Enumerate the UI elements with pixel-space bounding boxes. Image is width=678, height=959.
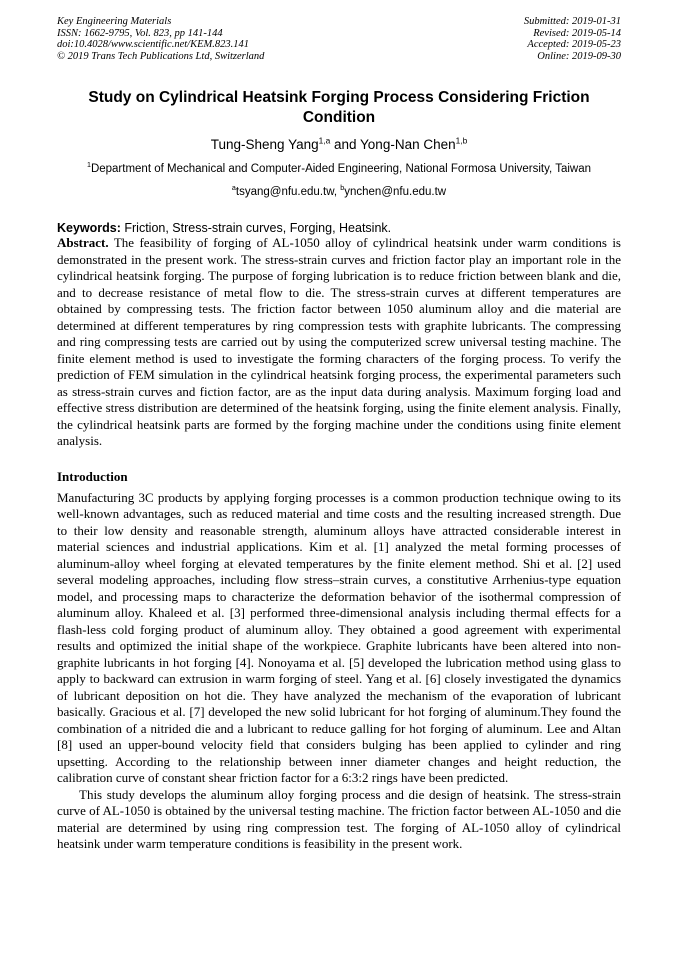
email-a: tsyang@nfu.edu.tw xyxy=(235,186,334,199)
author-2-affiliation-marker: 1,b xyxy=(455,135,468,146)
affiliation-text: Department of Mechanical and Computer-Aided Engineering, National Formosa University, Taiwan xyxy=(90,163,592,176)
submission-dates xyxy=(524,16,621,62)
journal-doi: doi:10.4028/www.scientific.net/KEM.823.141 xyxy=(57,39,249,50)
keywords-label: Keywords: xyxy=(57,221,121,236)
affiliation-line xyxy=(57,163,621,175)
journal-header xyxy=(57,16,621,62)
email-b-marker: b xyxy=(340,184,345,193)
affiliation-marker: 1 xyxy=(86,161,91,170)
author-1-name: Tung-Sheng Yang xyxy=(210,137,319,153)
emails-separator: , xyxy=(333,186,341,199)
journal-copyright: © 2019 Trans Tech Publications Ltd, Switzerland xyxy=(57,50,265,62)
email-a-marker: a xyxy=(231,184,236,193)
author-1-affiliation-marker: 1,a xyxy=(318,135,331,146)
email-b: ynchen@nfu.edu.tw xyxy=(344,186,447,199)
author-2-name: Yong-Nan Chen xyxy=(360,137,456,153)
keywords-line xyxy=(57,221,621,235)
journal-info xyxy=(57,16,264,62)
keywords-text: Friction, Stress-strain curves, Forging, Heatsink. xyxy=(120,221,392,236)
journal-issn-volume: ISSN: 1662-9795, Vol. 823, pp 141-144 xyxy=(57,27,223,39)
authors-line xyxy=(57,137,621,152)
introduction-paragraph-2: This study develops the aluminum alloy forging process and die design of heatsink. The stress-strain curve of AL-1050 is obtained by the universal testing machine. The friction factor between AL-1050 and die material are determined by using ring compression test. The forging of AL-1050 alloy of cylindrical heatsink under warm temperature conditions is feasibility in the present work. xyxy=(57,786,622,852)
emails-line xyxy=(57,186,621,198)
submitted-date: Submitted: 2019-01-31 xyxy=(523,16,621,27)
abstract-text: The feasibility of forging of AL-1050 alloy of cylindrical heatsink under warm conditions is demonstrated in the present work. The stress-strain curves and friction factor play an important role in the cylindrical heatsink forging. The purpose of forging lubrication is to reduce friction between blank and die, and to decrease resistance of metal flow to die. The stress-strain curves at different temperatures are obtained by compressing tests. The friction factor between 1050 aluminum alloy and die material are determined at different temperatures by ring compression tests with graphite lubricants. The compressing and ring compressing tests are carried out by using the computerized screw universal testing machine. The finite element method is used to investigate the forming characters of the forging process. To verify the prediction of FEM simulation in the cylindrical heatsink forging process, the experimental parameters such as stress-strain curves and fiction factor, are as the input data during analysis. Maximum forging load and effective stress distribution are determined of the heatsink forging, using the finite element analysis. Finally, the cylindrical heatsink parts are formed by the forging machine under the conditions using finite element analysis. xyxy=(57,235,621,449)
abstract-paragraph xyxy=(57,235,621,450)
online-date: Online: 2019-09-30 xyxy=(537,50,621,62)
accepted-date: Accepted: 2019-05-23 xyxy=(527,39,621,50)
paper-title: Study on Cylindrical Heatsink Forging Process Considering Friction Condition xyxy=(88,89,590,127)
revised-date: Revised: 2019-05-14 xyxy=(533,27,621,39)
abstract-label: Abstract. xyxy=(57,235,109,251)
journal-name: Key Engineering Materials xyxy=(57,16,172,27)
introduction-heading: Introduction xyxy=(57,468,128,484)
authors-connector: and xyxy=(330,137,361,153)
introduction-paragraph-1: Manufacturing 3C products by applying forging processes is a common production technique owing to its well-known advantages, such as reduced material and time costs and the resulting increased strength. Due to their low density and reasonable strength, aluminum alloys have attracted considerable interest in material sciences and industrial applications. Kim et al. [1] analyzed the metal forming processes of aluminum-alloy wheel forging at elevated temperatures by the finite element method. Shi et al. [2] used several modeling approaches, including flow stress–strain curves, a constitutive Arrhenius-type equation model, and processing maps to characterize the deformation behavior of the isothermal compression of aluminum alloy. Khaleed et al. [3] performed three-dimensional analysis including thermal effects for a flash-less cold forging product of aluminum alloy. They obtained a good agreement with experimental results and optimized the initial shape of the workpiece. Graphite lubricants have been altered into non-graphite lubricants in hot forging [4]. Nonoyama et al. [5] developed the lubrication method using glass to apply to backward can extrusion in warm forging of steel. Yang et al. [6] closely investigated the dynamics of lubricant deposition on hot die. They have analyzed the mechanism of the evaporation of lubricant basically. Gracious et al. [7] developed the new solid lubricant for hot forging of aluminum.They found the combination of a nitrided die and a lubricant to reduce galling for hot forging of aluminum. Lee and Altan [8] used an upper-bound velocity field that considers bulging has been applied to cylinder and ring upsetting. According to the relationship between inner diameter changes and height reduction, the calibration curve of constant shear friction factor for a 6:3:2 rings have been predicted. xyxy=(57,489,621,786)
